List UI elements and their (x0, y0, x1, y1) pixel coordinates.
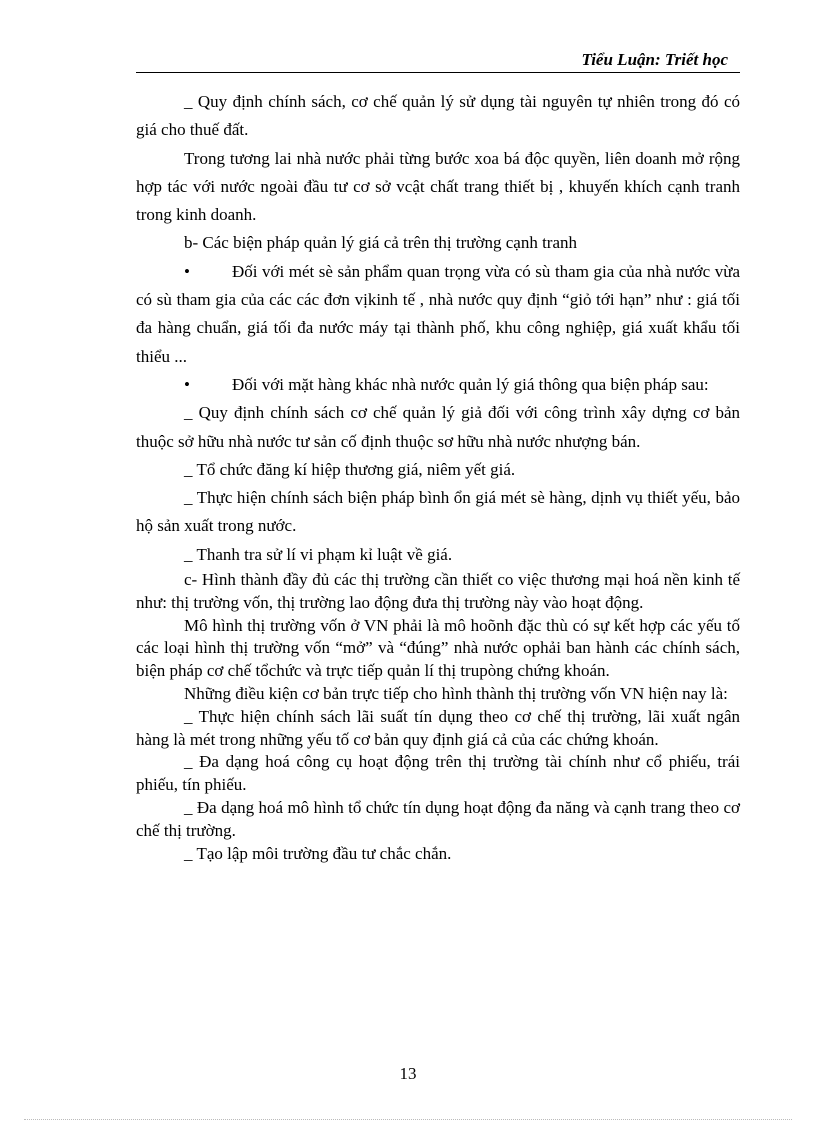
bullet-icon: • (184, 261, 190, 281)
bullet-item (136, 371, 740, 399)
bullet-item (136, 258, 740, 371)
paragraph: _ Đa dạng hoá công cụ hoạt động trên thị trường tài chính như cổ phiếu, trái phiếu, tín phiếu. (136, 752, 740, 795)
footer-divider (24, 1119, 792, 1120)
page-number: 13 (399, 1064, 417, 1083)
dense-section (136, 569, 740, 865)
paragraph: _ Đa dạng hoá mô hình tổ chức tín dụng hoạt động đa năng và cạnh trang theo cơ chế thị trường. (136, 798, 740, 840)
document-body (136, 88, 740, 865)
paragraph: _ Thanh tra sử lí vi phạm kỉ luật về giá. (184, 544, 453, 564)
paragraph: _ Thực hiện chính sách lãi suất tín dụng theo cơ chế thị trường, lãi xuất ngân hàng là mét trong những yếu tố cơ bản quy định giá cả của các chứng khoán. (136, 706, 740, 749)
bullet-text: Đối với mét sè sản phẩm quan trọng vừa có sù tham gia của nhà nước vừa có sù tham gia của các các đơn vịkinh tế , nhà nước quy định “giỏ tới hạn” như : giá tối đa hàng chuẩn, giá tối đa nước máy tại thành phố, khu công nghiệp, giá xuất khẩu tối thiểu ... (136, 261, 740, 366)
paragraph: _ Quy định chính sách, cơ chế quản lý sử dụng tài nguyên tự nhiên trong đó có giá cho thuế đất. (136, 92, 740, 140)
bullet-icon: • (184, 374, 190, 394)
page-header (136, 50, 740, 73)
paragraph: _ Quy định chính sách cơ chế quản lý giả đối với công trình xây dựng cơ bản thuộc sở hữu nhà nước tư sản cố định thuộc sơ hữu nhà nước nhượng bán. (136, 403, 740, 451)
section-heading: b- Các biện pháp quản lý giá cả trên thị trường cạnh tranh (184, 233, 578, 253)
paragraph: Mô hình thị trường vốn ở VN phải là mô hoõnh đặc thù có sự kết hợp các yếu tố các loại hình thị trường vốn “mở” và “đúng” nhà nước ophải ban hành các chính sách, biện pháp cơ chế tổchức và trực tiếp quản lí thị trupòng chứng khoán. (136, 615, 740, 681)
bullet-text: Đối với mặt hàng khác nhà nước quản lý giá thông qua biện pháp sau: (232, 374, 709, 394)
paragraph: _ Tạo lập môi trường đầu tư chắc chắn. (184, 843, 452, 863)
header-title: Tiểu Luận: Triết học (581, 50, 728, 69)
paragraph: _ Tổ chức đăng kí hiệp thương giá, niêm yết giá. (184, 459, 516, 479)
paragraph: Trong tương lai nhà nước phải từng bước xoa bá độc quyền, liên doanh mở rộng hợp tác với nước ngoài đầu tư cơ sở vcật chất trang thiết bị , khuyến khích cạnh tranh trong kinh doanh. (136, 148, 740, 225)
paragraph: _ Thực hiện chính sách biện pháp bình ổn giá mét sè hàng, dịnh vụ thiết yếu, bảo hộ sản xuất trong nước. (136, 488, 740, 536)
section-heading: c- Hình thành đầy đủ các thị trường cần thiết co việc thương mại hoá nền kinh tế như: thị trường vốn, thị trường lao động đưa thị trường này vào hoạt động. (136, 570, 740, 612)
paragraph: Những điều kiện cơ bản trực tiếp cho hình thành thị trường vốn VN hiện nay là: (184, 684, 728, 704)
